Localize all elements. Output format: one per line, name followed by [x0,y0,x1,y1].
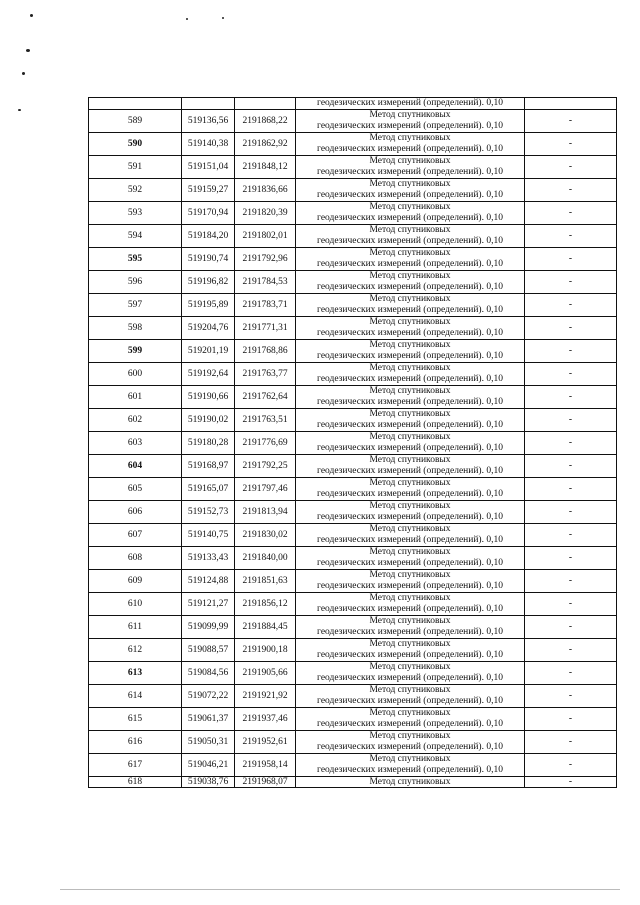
table-row [89,156,617,179]
method-line-1: Метод спутниковых [369,662,451,672]
method-line-1: Метод спутниковых [369,455,451,465]
method-line-2: геодезических измерений (определений). 0,10 [317,259,503,269]
method-cell: геодезических измерений (определений). 0,10 [296,98,525,110]
method-line-1: Метод спутниковых [369,202,451,212]
method-line-1: Метод спутниковых [369,317,451,327]
x-coordinate: 519072,22 [182,685,235,708]
y-coordinate: 2191797,46 [235,478,296,501]
point-number: 598 [89,317,182,340]
point-number: 596 [89,271,182,294]
y-coordinate: 2191856,12 [235,593,296,616]
table-row [89,708,617,731]
method-line-2: геодезических измерений (определений). 0,10 [317,190,503,200]
method-cell [296,524,525,547]
table-row [89,409,617,432]
extra-cell: - [525,317,617,340]
method-cell [296,179,525,202]
x-coordinate: 519180,28 [182,432,235,455]
method-line-1: Метод спутниковых [369,386,451,396]
method-line-1: Метод спутниковых [369,248,451,258]
method-cell [296,570,525,593]
x-coordinate: 519050,31 [182,731,235,754]
extra-cell: - [525,202,617,225]
x-coordinate: 519061,37 [182,708,235,731]
method-line-1: Метод спутниковых [369,271,451,281]
x-coordinate: 519088,57 [182,639,235,662]
y-coordinate: 2191884,45 [235,616,296,639]
x-coordinate: 519195,89 [182,294,235,317]
method-line-2: геодезических измерений (определений). 0,10 [317,558,503,568]
method-line-2: геодезических измерений (определений). 0,10 [317,167,503,177]
table-row [89,98,617,110]
method-line-2: геодезических измерений (определений). 0,10 [317,236,503,246]
x-coordinate: 519151,04 [182,156,235,179]
table-row [89,432,617,455]
extra-cell: - [525,432,617,455]
table-row [89,455,617,478]
x-coordinate [182,98,235,110]
scan-speck [30,14,33,17]
x-coordinate: 519159,27 [182,179,235,202]
point-number: 590 [89,133,182,156]
table-row [89,340,617,363]
y-coordinate: 2191776,69 [235,432,296,455]
table-row [89,777,617,788]
extra-cell: - [525,570,617,593]
table-row [89,386,617,409]
y-coordinate: 2191783,71 [235,294,296,317]
method-line-2: геодезических измерений (определений). 0,10 [317,397,503,407]
method-cell [296,593,525,616]
extra-cell: - [525,639,617,662]
point-number [89,98,182,110]
x-coordinate: 519165,07 [182,478,235,501]
method-cell [296,455,525,478]
y-coordinate: 2191771,31 [235,317,296,340]
x-coordinate: 519190,74 [182,248,235,271]
table-row [89,271,617,294]
method-cell [296,386,525,409]
extra-cell: - [525,685,617,708]
method-line-1: Метод спутниковых [369,409,451,419]
y-coordinate: 2191968,07 [235,777,296,788]
extra-cell: - [525,386,617,409]
y-coordinate: 2191813,94 [235,501,296,524]
method-line-1: Метод спутниковых [369,639,451,649]
method-cell [296,685,525,708]
table-row [89,754,617,777]
y-coordinate: 2191848,12 [235,156,296,179]
point-number: 617 [89,754,182,777]
scan-speck [26,49,30,52]
y-coordinate: 2191921,92 [235,685,296,708]
extra-cell: - [525,363,617,386]
point-number: 602 [89,409,182,432]
coordinates-table [88,97,617,788]
method-cell [296,731,525,754]
scan-speck [222,17,224,19]
point-number: 600 [89,363,182,386]
table-row [89,363,617,386]
table-row [89,225,617,248]
scan-speck [186,18,188,20]
x-coordinate: 519133,43 [182,547,235,570]
table-row [89,662,617,685]
table-row [89,524,617,547]
method-line-1: Метод спутниковых [369,547,451,557]
method-line-2: геодезических измерений (определений). 0,10 [317,351,503,361]
x-coordinate: 519121,27 [182,593,235,616]
y-coordinate: 2191762,64 [235,386,296,409]
method-cell [296,271,525,294]
method-cell [296,616,525,639]
point-number: 593 [89,202,182,225]
table-row [89,616,617,639]
method-line-1: Метод спутниковых [369,110,451,120]
method-line-2: геодезических измерений (определений). 0,10 [317,742,503,752]
table-row [89,179,617,202]
y-coordinate: 2191868,22 [235,110,296,133]
method-line-1: Метод спутниковых [369,363,451,373]
point-number: 595 [89,248,182,271]
method-line-1: Метод спутниковых [369,340,451,350]
table-row [89,731,617,754]
point-number: 614 [89,685,182,708]
y-coordinate: 2191900,18 [235,639,296,662]
method-line-2: геодезических измерений (определений). 0,10 [317,213,503,223]
method-line-2: геодезических измерений (определений). 0,10 [317,604,503,614]
point-number: 589 [89,110,182,133]
x-coordinate: 519168,97 [182,455,235,478]
y-coordinate: 2191905,66 [235,662,296,685]
y-coordinate: 2191952,61 [235,731,296,754]
x-coordinate: 519184,20 [182,225,235,248]
y-coordinate: 2191802,01 [235,225,296,248]
y-coordinate: 2191792,96 [235,248,296,271]
extra-cell: - [525,593,617,616]
table-row [89,547,617,570]
method-cell [296,294,525,317]
extra-cell: - [525,777,617,788]
point-number: 613 [89,662,182,685]
method-cell [296,708,525,731]
x-coordinate: 519190,02 [182,409,235,432]
scan-speck [22,72,25,75]
table-row [89,110,617,133]
point-number: 594 [89,225,182,248]
method-line-2: геодезических измерений (определений). 0,10 [317,282,503,292]
method-line-2: геодезических измерений (определений). 0,10 [317,443,503,453]
method-cell [296,547,525,570]
method-cell [296,409,525,432]
table-row [89,317,617,340]
x-coordinate: 519170,94 [182,202,235,225]
method-line-2: геодезических измерений (определений). 0,10 [317,305,503,315]
x-coordinate: 519136,56 [182,110,235,133]
method-cell [296,363,525,386]
point-number: 603 [89,432,182,455]
x-coordinate: 519124,88 [182,570,235,593]
table-row [89,501,617,524]
table-row [89,570,617,593]
method-line-1: Метод спутниковых [369,501,451,511]
point-number: 599 [89,340,182,363]
y-coordinate: 2191830,02 [235,524,296,547]
method-cell [296,478,525,501]
table-row [89,478,617,501]
method-line-1: Метод спутниковых [369,731,451,741]
extra-cell: - [525,731,617,754]
x-coordinate: 519038,76 [182,777,235,788]
point-number: 610 [89,593,182,616]
method-line-1: Метод спутниковых [369,754,451,764]
extra-cell: - [525,225,617,248]
x-coordinate: 519140,38 [182,133,235,156]
method-line-1: Метод спутниковых [369,156,451,166]
y-coordinate: 2191784,53 [235,271,296,294]
extra-cell [525,98,617,110]
point-number: 606 [89,501,182,524]
extra-cell: - [525,616,617,639]
extra-cell: - [525,110,617,133]
extra-cell: - [525,271,617,294]
scan-speck [18,109,21,111]
x-coordinate: 519099,99 [182,616,235,639]
table-row [89,294,617,317]
point-number: 597 [89,294,182,317]
point-number: 601 [89,386,182,409]
y-coordinate: 2191763,51 [235,409,296,432]
y-coordinate: 2191836,66 [235,179,296,202]
y-coordinate: 2191937,46 [235,708,296,731]
x-coordinate: 519204,76 [182,317,235,340]
method-line-2: геодезических измерений (определений). 0,10 [317,535,503,545]
method-line-2: геодезических измерений (определений). 0,10 [317,673,503,683]
y-coordinate: 2191958,14 [235,754,296,777]
extra-cell: - [525,409,617,432]
method-line-1: Метод спутниковых [369,616,451,626]
y-coordinate [235,98,296,110]
method-cell [296,133,525,156]
y-coordinate: 2191862,92 [235,133,296,156]
y-coordinate: 2191768,86 [235,340,296,363]
extra-cell: - [525,179,617,202]
y-coordinate: 2191763,77 [235,363,296,386]
method-cell: Метод спутниковых [296,777,525,788]
method-line-1: Метод спутниковых [369,432,451,442]
extra-cell: - [525,478,617,501]
point-number: 605 [89,478,182,501]
point-number: 592 [89,179,182,202]
method-line-1: Метод спутниковых [369,593,451,603]
table-row [89,248,617,271]
y-coordinate: 2191820,39 [235,202,296,225]
method-line-2: геодезических измерений (определений). 0,10 [317,489,503,499]
y-coordinate: 2191792,25 [235,455,296,478]
x-coordinate: 519196,82 [182,271,235,294]
method-cell [296,317,525,340]
method-line-2: геодезических измерений (определений). 0,10 [317,420,503,430]
page-edge-line [60,889,620,890]
x-coordinate: 519190,66 [182,386,235,409]
point-number: 612 [89,639,182,662]
extra-cell: - [525,524,617,547]
x-coordinate: 519201,19 [182,340,235,363]
method-line-2: геодезических измерений (определений). 0,10 [317,328,503,338]
method-line-1: Метод спутниковых [369,524,451,534]
method-cell [296,248,525,271]
point-number: 607 [89,524,182,547]
method-line-2: геодезических измерений (определений). 0,10 [317,765,503,775]
extra-cell: - [525,340,617,363]
table-row [89,639,617,662]
method-line-2: геодезических измерений (определений). 0,10 [317,627,503,637]
table-row [89,133,617,156]
extra-cell: - [525,248,617,271]
extra-cell: - [525,547,617,570]
method-line-1: Метод спутниковых [369,570,451,580]
method-line-1: Метод спутниковых [369,133,451,143]
point-number: 618 [89,777,182,788]
method-line-2: геодезических измерений (определений). 0,10 [317,650,503,660]
point-number: 591 [89,156,182,179]
x-coordinate: 519140,75 [182,524,235,547]
method-line-2: геодезических измерений (определений). 0,10 [317,121,503,131]
method-cell [296,110,525,133]
x-coordinate: 519046,21 [182,754,235,777]
method-line-2: геодезических измерений (определений). 0,10 [317,719,503,729]
method-line-2: геодезических измерений (определений). 0,10 [317,374,503,384]
method-cell [296,639,525,662]
method-line-2: геодезических измерений (определений). 0,10 [317,512,503,522]
method-line-1: Метод спутниковых [369,225,451,235]
point-number: 608 [89,547,182,570]
x-coordinate: 519192,64 [182,363,235,386]
method-cell [296,225,525,248]
point-number: 615 [89,708,182,731]
extra-cell: - [525,156,617,179]
method-cell [296,432,525,455]
table-row [89,202,617,225]
extra-cell: - [525,708,617,731]
method-line-2: геодезических измерений (определений). 0,10 [317,696,503,706]
method-line-2: геодезических измерений (определений). 0,10 [317,466,503,476]
extra-cell: - [525,754,617,777]
method-line-1: Метод спутниковых [369,294,451,304]
x-coordinate: 519084,56 [182,662,235,685]
method-cell [296,156,525,179]
method-line-2: геодезических измерений (определений). 0,10 [317,581,503,591]
point-number: 609 [89,570,182,593]
point-number: 611 [89,616,182,639]
method-line-1: Метод спутниковых [369,708,451,718]
method-cell [296,202,525,225]
extra-cell: - [525,501,617,524]
y-coordinate: 2191851,63 [235,570,296,593]
extra-cell: - [525,455,617,478]
method-line-1: Метод спутниковых [369,685,451,695]
method-cell [296,662,525,685]
method-line-2: геодезических измерений (определений). 0,10 [317,144,503,154]
method-cell [296,501,525,524]
table-row [89,593,617,616]
point-number: 604 [89,455,182,478]
extra-cell: - [525,662,617,685]
method-line-1: Метод спутниковых [369,478,451,488]
method-cell [296,340,525,363]
y-coordinate: 2191840,00 [235,547,296,570]
table-row [89,685,617,708]
x-coordinate: 519152,73 [182,501,235,524]
extra-cell: - [525,294,617,317]
method-line-1: Метод спутниковых [369,179,451,189]
method-cell [296,754,525,777]
extra-cell: - [525,133,617,156]
point-number: 616 [89,731,182,754]
